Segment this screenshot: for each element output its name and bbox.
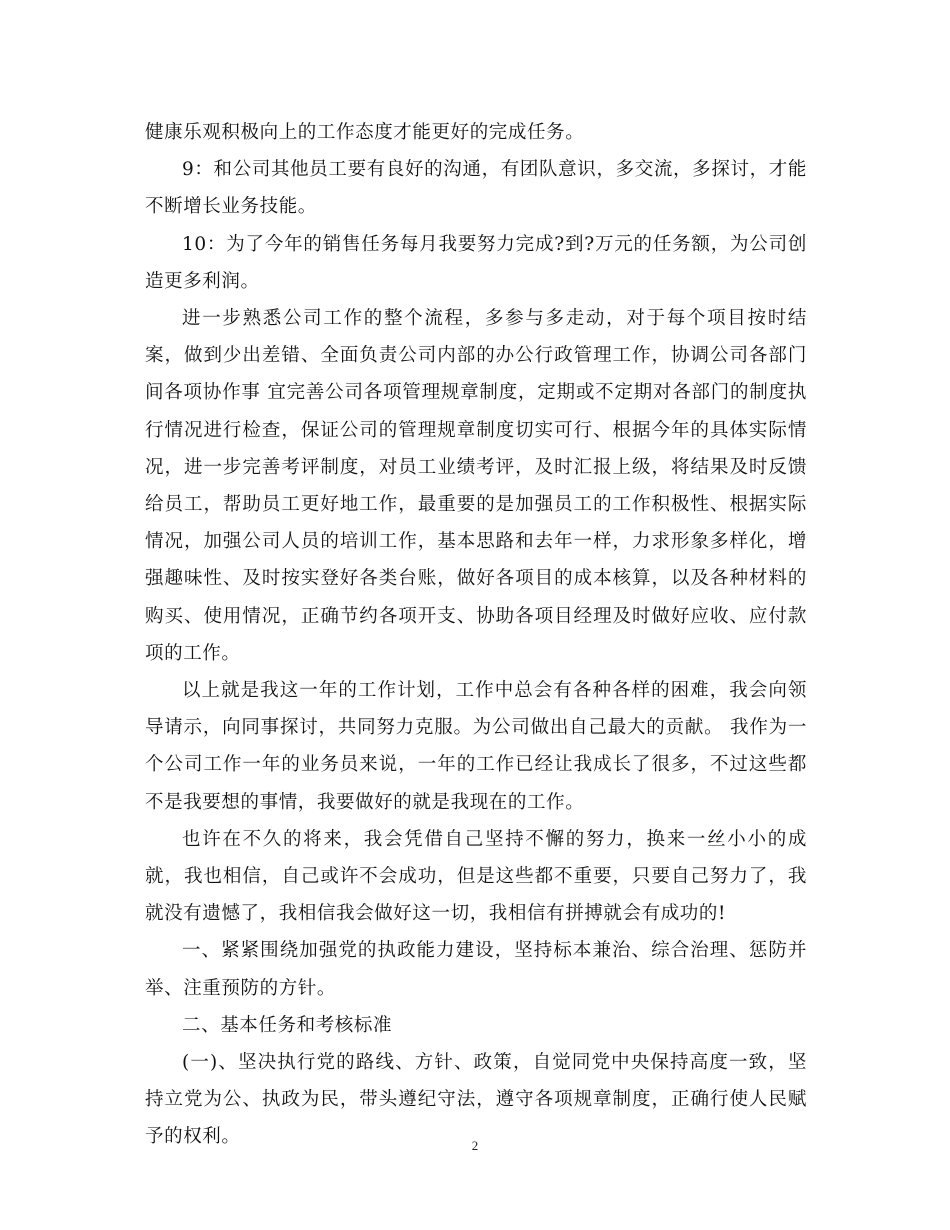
paragraph-workflow: 进一步熟悉公司工作的整个流程，多参与多走动，对于每个项目按时结案，做到少出差错、全面负责公司内部的办公行政管理工作，协调公司各部门间各项协作事 宜完善公司各项管理规章制度，定期或不定期对各部门的制度执行情况进行检查，保证公司的管理规章制度切实可行、根据今年的具体实际情况，进一步完善考评制度，对员工业绩考评，及时汇报上级，将结果及时反馈给员工，帮助员工更好地工作，最重要的是加强员工的工作积极性、根据实际情况，加强公司人员的培训工作，基本思路和去年一样，力求形象多样化，增强趣味性、及时按实登好各类台账，做好各项目的成本核算，以及各种材料的购买、使用情况，正确节约各项开支、协助各项目经理及时做好应收、应付款项的工作。 <box>145 308 807 664</box>
paragraph-section-one: 一、紧紧围绕加强党的执政能力建设，坚持标本兼治、综合治理、惩防并举、注重预防的方针。 <box>145 940 807 999</box>
paragraph-item-10: 10：为了今年的销售任务每月我要努力完成?到?万元的任务额，为公司创造更多利润。 <box>145 233 807 292</box>
document-body <box>145 114 807 1156</box>
paragraph-item-9: 9：和公司其他员工要有良好的沟通，有团队意识，多交流，多探讨，才能不断增长业务技能。 <box>145 159 807 218</box>
paragraph-future: 也许在不久的将来，我会凭借自己坚持不懈的努力，换来一丝小小的成就，我也相信，自己或许不会成功，但是这些都不重要，只要自己努力了，我就没有遗憾了，我相信我会做好这一切，我相信有拼搏就会有成功的! <box>145 828 807 925</box>
paragraph-summary: 以上就是我这一年的工作计划，工作中总会有各种各样的困难，我会向领导请示，向同事探讨，共同努力克服。为公司做出自己最大的贡献。 我作为一个公司工作一年的业务员来说，一年的工作已经让我成长了很多，不过这些都不是我要想的事情，我要做好的就是我现在的工作。 <box>145 680 807 813</box>
page-number: 2 <box>471 1138 479 1153</box>
paragraph-section-two-heading: 二、基本任务和考核标准 <box>182 1014 393 1036</box>
paragraph-subsection-one: (一)、坚决执行党的路线、方针、政策，自觉同党中央保持高度一致，坚持立党为公、执政为民，带头遵纪守法，遵守各项规章制度，正确行使人民赋予的权利。 <box>145 1052 807 1148</box>
paragraph-continuation: 健康乐观积极向上的工作态度才能更好的完成任务。 <box>145 122 585 143</box>
